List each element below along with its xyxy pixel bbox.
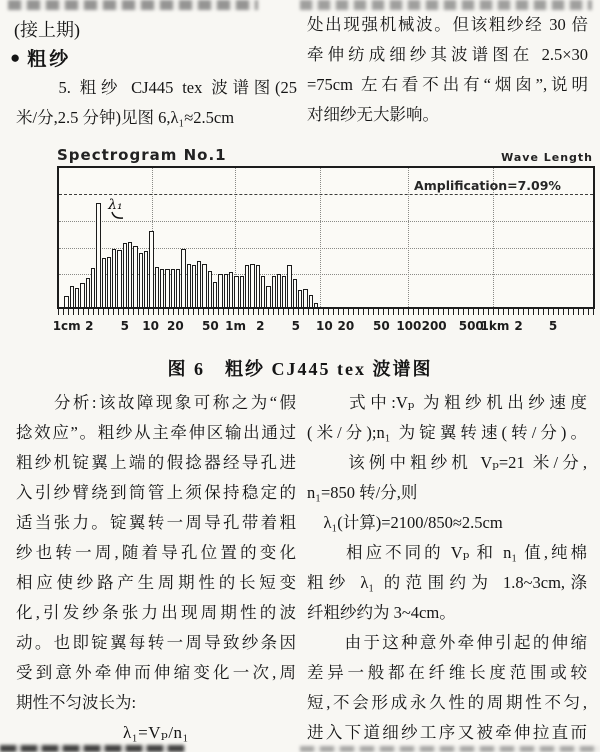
spectrogram-bar bbox=[314, 303, 318, 307]
wave-length-label: Wave Length bbox=[501, 151, 593, 164]
chart-header bbox=[57, 146, 595, 164]
spectrogram-bar bbox=[70, 286, 74, 307]
peak-label-text: λ₁ bbox=[108, 197, 123, 214]
chart-title: Spectrogram No.1 bbox=[57, 146, 227, 164]
spectrogram-bar bbox=[229, 272, 233, 307]
x-axis-tick-label: 10 bbox=[316, 319, 333, 333]
text-line: 处出现强机械波。但该粗纱经 30 倍 bbox=[307, 15, 588, 34]
x-axis-tick-label: 200 bbox=[421, 319, 447, 333]
x-axis-tick-label: 1m bbox=[225, 319, 247, 333]
x-axis-ticks bbox=[58, 309, 594, 315]
figure-caption: 图 6 粗纱 CJ445 tex 波谱图 bbox=[167, 359, 433, 379]
text-line: 该例中粗纱机 Vₚ=21 米/分, bbox=[307, 453, 587, 472]
section-heading bbox=[10, 44, 71, 71]
continuation-note: (接上期) bbox=[14, 20, 80, 40]
spectrogram-bar bbox=[309, 295, 313, 308]
text-line: 动。也即锭翼每转一周导致纱条因 bbox=[16, 633, 296, 652]
spectrogram-figure bbox=[52, 146, 595, 339]
spectrogram-bar bbox=[272, 276, 276, 307]
spectrogram-bar bbox=[282, 276, 286, 307]
text-line: =75cm 左右看不出有“烟囱”,说明 bbox=[307, 75, 588, 94]
spectrogram-bar bbox=[213, 282, 217, 307]
spectrogram-bar bbox=[224, 274, 228, 307]
spectrogram-bar bbox=[234, 276, 238, 307]
spectrogram-bar bbox=[102, 258, 106, 307]
text-line: 化,引发纱条张力出现周期性的波 bbox=[16, 603, 296, 622]
intro-right-column bbox=[307, 10, 588, 130]
text-line: 牵伸纺成细纱其波谱图在 2.5×30 bbox=[307, 45, 588, 64]
spectrogram-bar bbox=[149, 231, 153, 307]
spectrogram-bar bbox=[91, 268, 95, 307]
spectrogram-bar bbox=[128, 242, 132, 307]
text-line: 由于这种意外牵伸引起的伸缩 bbox=[307, 633, 587, 652]
spectrogram-bar bbox=[144, 251, 148, 307]
spectrogram-bar bbox=[107, 257, 111, 307]
spectrogram-bar bbox=[165, 269, 169, 307]
text-line: 差异一般都在纤维长度范围或较 bbox=[307, 663, 587, 682]
spectrogram-bar bbox=[112, 249, 116, 307]
spectrogram-bar bbox=[208, 271, 212, 307]
spectrogram-bar bbox=[261, 276, 265, 307]
body-right-column bbox=[307, 388, 587, 748]
text-line: 分析:该故障现象可称之为“假 bbox=[16, 393, 296, 412]
spectrogram-bar bbox=[256, 265, 260, 307]
text-line: λ₁=Vₚ/n₁ bbox=[123, 723, 189, 742]
top-right-bleedthrough-smudge bbox=[300, 0, 592, 10]
spectrogram-bar bbox=[133, 246, 137, 307]
x-axis-tick-label: 2 bbox=[514, 319, 523, 333]
amplification-annotation: Amplification=7.09% bbox=[414, 178, 561, 194]
spectrogram-bar bbox=[202, 264, 206, 307]
text-line: 粗纱 λ₁ 的范围约为 1.8~3cm,涤 bbox=[307, 573, 587, 592]
body-left-column bbox=[16, 388, 296, 748]
text-line: 5. 粗纱 CJ445 tex 波谱图(25 bbox=[16, 78, 297, 97]
spectrogram-bar bbox=[171, 269, 175, 307]
x-axis-labels bbox=[52, 317, 595, 339]
plot-area bbox=[57, 166, 595, 309]
text-line: λ₁(计算)=2100/850≈2.5cm bbox=[307, 513, 503, 532]
spectrogram-bar bbox=[298, 290, 302, 307]
spectrogram-bar bbox=[123, 243, 127, 307]
x-axis-tick-label: 50 bbox=[201, 319, 219, 333]
spectrogram-bar bbox=[160, 269, 164, 307]
vertical-gridline bbox=[408, 168, 409, 307]
x-axis-tick-label: 2 bbox=[256, 319, 265, 333]
bullet-icon: ● bbox=[10, 48, 21, 67]
spectrogram-bar bbox=[80, 283, 84, 307]
spectrogram-bar bbox=[75, 288, 79, 307]
x-axis-tick-label: 100 bbox=[396, 319, 422, 333]
text-line: 期性不匀波长为: bbox=[16, 693, 137, 712]
intro-left-column bbox=[16, 73, 297, 133]
text-line: 粗纱机锭翼上端的假捻器经导孔进 bbox=[16, 453, 296, 472]
spectrogram-bar bbox=[176, 269, 180, 307]
text-line: (米/分);n₁ 为锭翼转速(转/分)。 bbox=[307, 423, 587, 442]
x-axis-tick-label: 50 bbox=[373, 319, 390, 333]
spectrogram-bar bbox=[250, 264, 254, 307]
spectrogram-bar bbox=[218, 274, 222, 307]
spectrogram-bar bbox=[139, 253, 143, 307]
vertical-gridline bbox=[320, 168, 321, 307]
text-line: 对细纱无大影响。 bbox=[307, 105, 439, 124]
spectrogram-bar bbox=[240, 276, 244, 307]
text-line: 相应不同的 Vₚ 和 n₁ 值,纯棉 bbox=[307, 543, 587, 562]
spectrogram-bar bbox=[277, 274, 281, 307]
text-line: 纱也转一周,随着导孔位置的变化 bbox=[16, 543, 296, 562]
spectrogram-bar bbox=[187, 264, 191, 307]
spectrogram-bar bbox=[86, 278, 90, 307]
spectrogram-bar bbox=[192, 265, 196, 307]
text-line: 捻效应”。粗纱从主牵伸区输出通过 bbox=[16, 423, 296, 442]
top-left-bleedthrough-smudge bbox=[8, 0, 258, 10]
spectrogram-bar bbox=[96, 203, 100, 307]
spectrogram-bar bbox=[287, 265, 291, 307]
x-axis-tick-label: 20 bbox=[337, 319, 355, 333]
text-line: 米/分,2.5 分钟)见图 6,λ₁≈2.5cm bbox=[16, 108, 235, 127]
spectrogram-bar bbox=[197, 261, 201, 307]
text-line: 入引纱臂绕到筒管上须保持稳定的 bbox=[16, 483, 296, 502]
spectrogram-bar bbox=[155, 267, 159, 307]
x-axis-tick-label: 5 bbox=[291, 319, 301, 333]
spectrogram-bar bbox=[117, 250, 121, 307]
text-line: 短,不会形成永久性的周期性不匀, bbox=[307, 693, 587, 712]
spectrogram-bar bbox=[293, 279, 297, 307]
x-axis-tick-label: 10 bbox=[142, 319, 159, 333]
x-axis-tick-label: 20 bbox=[167, 319, 184, 333]
text-line: 纤粗纱约为 3~4cm。 bbox=[307, 603, 456, 622]
x-axis-tick-label: 500 bbox=[458, 319, 484, 333]
text-line: 相应使纱路产生周期性的长短变 bbox=[16, 573, 296, 592]
spectrogram-bar bbox=[181, 249, 185, 307]
spectrogram-bar bbox=[245, 265, 249, 307]
section-title: 粗纱 bbox=[27, 49, 72, 70]
text-line: 受到意外牵伸而伸缩变化一次,周 bbox=[16, 663, 296, 682]
x-axis-tick-label: 2 bbox=[85, 319, 94, 333]
text-line: 适当张力。锭翼转一周导孔带着粗 bbox=[16, 513, 296, 532]
text-line: n₁=850 转/分,则 bbox=[307, 483, 418, 502]
text-line: 进入下道细纱工序又被牵伸拉直而 bbox=[307, 723, 587, 742]
x-axis-tick-label: 1cm bbox=[52, 319, 81, 333]
spectrogram-bar bbox=[64, 296, 68, 307]
x-axis-tick-label: 5 bbox=[548, 319, 558, 333]
bars bbox=[64, 168, 318, 307]
x-axis-tick-label: 1km bbox=[480, 319, 510, 333]
peak-arrow-icon bbox=[110, 211, 124, 220]
x-axis-tick-label: 5 bbox=[120, 319, 129, 333]
body-text bbox=[16, 388, 588, 748]
peak-wavelength-label bbox=[108, 197, 124, 220]
text-line: 式中:Vₚ 为粗纱机出纱速度 bbox=[307, 393, 587, 412]
spectrogram-bar bbox=[266, 286, 270, 307]
spectrogram-bar bbox=[303, 289, 307, 307]
